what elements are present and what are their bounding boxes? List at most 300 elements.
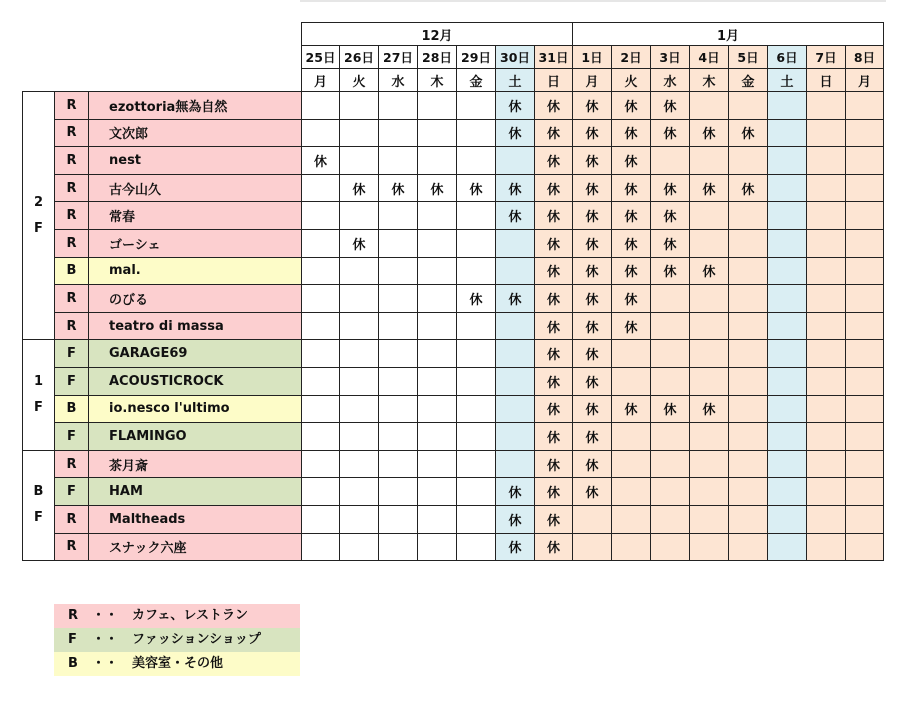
open-cell [807, 533, 846, 561]
closed-cell: 休 [612, 257, 651, 285]
closed-cell: 休 [651, 257, 690, 285]
open-cell [457, 340, 496, 368]
shop-name: FLAMINGO [89, 423, 302, 451]
open-cell [846, 450, 884, 478]
closed-cell: 休 [573, 285, 612, 313]
open-cell [340, 423, 379, 451]
legend-dots: ・・ [92, 632, 119, 647]
closed-cell: 休 [535, 312, 573, 340]
open-cell [846, 478, 884, 506]
closed-cell: 休 [496, 478, 535, 506]
weekday-header: 日 [807, 69, 846, 92]
shop-row [23, 119, 884, 147]
open-cell [379, 533, 418, 561]
open-cell [418, 478, 457, 506]
shop-name: のびる [89, 285, 302, 313]
shop-type: F [55, 340, 89, 368]
weekday-header: 水 [651, 69, 690, 92]
open-cell [807, 395, 846, 423]
weekday-header: 月 [573, 69, 612, 92]
open-cell [573, 505, 612, 533]
open-cell [302, 174, 340, 202]
open-cell [418, 285, 457, 313]
open-cell [846, 505, 884, 533]
open-cell [302, 505, 340, 533]
open-cell [496, 367, 535, 395]
open-cell [340, 478, 379, 506]
shop-name: 茶月斎 [89, 450, 302, 478]
closed-cell: 休 [612, 395, 651, 423]
open-cell [807, 285, 846, 313]
shop-row [23, 285, 884, 313]
open-cell [690, 423, 729, 451]
shop-row [23, 147, 884, 175]
open-cell [651, 312, 690, 340]
shop-type: F [55, 423, 89, 451]
closed-cell: 休 [612, 147, 651, 175]
open-cell [651, 533, 690, 561]
open-cell [302, 92, 340, 120]
closed-cell: 休 [535, 395, 573, 423]
date-header: 4日 [690, 46, 729, 69]
weekday-header: 火 [340, 69, 379, 92]
shop-name: HAM [89, 478, 302, 506]
open-cell [651, 367, 690, 395]
shop-row [23, 395, 884, 423]
legend-row [54, 652, 300, 676]
open-cell [379, 450, 418, 478]
open-cell [302, 395, 340, 423]
open-cell [846, 312, 884, 340]
shop-name: io.nesco l'ultimo [89, 395, 302, 423]
shop-type: R [55, 505, 89, 533]
shop-type: R [55, 174, 89, 202]
closed-cell: 休 [573, 478, 612, 506]
shop-row [23, 505, 884, 533]
closed-cell: 休 [496, 285, 535, 313]
closed-cell: 休 [612, 312, 651, 340]
closed-cell: 休 [690, 257, 729, 285]
open-cell [457, 257, 496, 285]
open-cell [807, 505, 846, 533]
open-cell [379, 423, 418, 451]
open-cell [379, 478, 418, 506]
open-cell [729, 395, 768, 423]
floor-label: 1 F [23, 340, 55, 450]
open-cell [379, 147, 418, 175]
open-cell [729, 202, 768, 230]
open-cell [768, 229, 807, 257]
open-cell [846, 285, 884, 313]
open-cell [651, 478, 690, 506]
open-cell [807, 202, 846, 230]
open-cell [768, 202, 807, 230]
legend-dots: ・・ [92, 608, 119, 623]
shop-name: 古今山久 [89, 174, 302, 202]
open-cell [457, 505, 496, 533]
closed-cell: 休 [496, 505, 535, 533]
shop-name: 常春 [89, 202, 302, 230]
open-cell [768, 174, 807, 202]
open-cell [807, 450, 846, 478]
closed-cell: 休 [573, 147, 612, 175]
open-cell [379, 340, 418, 368]
open-cell [690, 229, 729, 257]
shop-type: F [55, 367, 89, 395]
date-header: 2日 [612, 46, 651, 69]
open-cell [302, 229, 340, 257]
open-cell [457, 367, 496, 395]
top-rule [300, 0, 886, 2]
open-cell [418, 395, 457, 423]
closed-cell: 休 [535, 202, 573, 230]
closed-cell: 休 [418, 174, 457, 202]
open-cell [496, 147, 535, 175]
legend-key: B [68, 656, 78, 671]
open-cell [340, 92, 379, 120]
open-cell [418, 202, 457, 230]
floor-label: B F [23, 450, 55, 560]
open-cell [729, 257, 768, 285]
open-cell [768, 533, 807, 561]
closed-cell: 休 [573, 257, 612, 285]
closed-cell: 休 [573, 450, 612, 478]
shop-row [23, 174, 884, 202]
closed-cell: 休 [573, 174, 612, 202]
open-cell [729, 229, 768, 257]
closed-cell: 休 [535, 285, 573, 313]
closed-cell: 休 [457, 174, 496, 202]
open-cell [729, 423, 768, 451]
weekday-header: 月 [846, 69, 884, 92]
date-header: 31日 [535, 46, 573, 69]
floor-label: 2 F [23, 92, 55, 340]
closed-cell: 休 [612, 119, 651, 147]
weekday-header: 土 [768, 69, 807, 92]
open-cell [690, 147, 729, 175]
shop-name: GARAGE69 [89, 340, 302, 368]
open-cell [418, 533, 457, 561]
open-cell [807, 92, 846, 120]
shop-type: R [55, 533, 89, 561]
date-header: 27日 [379, 46, 418, 69]
open-cell [418, 312, 457, 340]
closed-cell: 休 [535, 229, 573, 257]
shop-name: nest [89, 147, 302, 175]
open-cell [379, 395, 418, 423]
date-header: 30日 [496, 46, 535, 69]
date-header: 26日 [340, 46, 379, 69]
header-blank [23, 46, 302, 69]
shop-type: R [55, 119, 89, 147]
open-cell [807, 174, 846, 202]
open-cell [807, 257, 846, 285]
closed-cell: 休 [496, 202, 535, 230]
closed-cell: 休 [535, 367, 573, 395]
closed-cell: 休 [573, 229, 612, 257]
closed-cell: 休 [573, 92, 612, 120]
weekday-header: 木 [418, 69, 457, 92]
open-cell [690, 202, 729, 230]
open-cell [379, 285, 418, 313]
open-cell [418, 257, 457, 285]
open-cell [302, 202, 340, 230]
date-header: 7日 [807, 46, 846, 69]
open-cell [496, 423, 535, 451]
date-header: 25日 [302, 46, 340, 69]
open-cell [651, 450, 690, 478]
open-cell [768, 119, 807, 147]
open-cell [496, 229, 535, 257]
legend-label: カフェ、レストラン [132, 608, 248, 623]
shop-type: R [55, 229, 89, 257]
open-cell [612, 478, 651, 506]
open-cell [496, 340, 535, 368]
open-cell [418, 505, 457, 533]
open-cell [340, 312, 379, 340]
closed-cell: 休 [535, 174, 573, 202]
open-cell [302, 312, 340, 340]
shop-row [23, 257, 884, 285]
open-cell [612, 505, 651, 533]
closed-cell: 休 [573, 312, 612, 340]
closed-cell: 休 [573, 340, 612, 368]
closed-cell: 休 [573, 202, 612, 230]
open-cell [768, 505, 807, 533]
weekday-header: 金 [729, 69, 768, 92]
open-cell [729, 312, 768, 340]
holiday-schedule-table [22, 22, 884, 561]
open-cell [612, 450, 651, 478]
open-cell [302, 257, 340, 285]
closed-cell: 休 [651, 229, 690, 257]
open-cell [418, 367, 457, 395]
legend-label: 美容室・その他 [132, 656, 224, 671]
open-cell [768, 257, 807, 285]
open-cell [729, 285, 768, 313]
shop-name: ezottoria無為自然 [89, 92, 302, 120]
open-cell [651, 505, 690, 533]
closed-cell: 休 [535, 423, 573, 451]
date-header: 8日 [846, 46, 884, 69]
weekday-header: 火 [612, 69, 651, 92]
shop-row [23, 229, 884, 257]
open-cell [768, 395, 807, 423]
open-cell [846, 229, 884, 257]
shop-type: R [55, 92, 89, 120]
shop-row [23, 478, 884, 506]
weekday-header: 木 [690, 69, 729, 92]
open-cell [807, 423, 846, 451]
open-cell [457, 450, 496, 478]
open-cell [729, 533, 768, 561]
open-cell [807, 340, 846, 368]
open-cell [302, 450, 340, 478]
closed-cell: 休 [535, 533, 573, 561]
weekday-header: 月 [302, 69, 340, 92]
header-blank [23, 23, 302, 46]
open-cell [768, 92, 807, 120]
open-cell [457, 395, 496, 423]
open-cell [418, 229, 457, 257]
open-cell [846, 119, 884, 147]
open-cell [302, 478, 340, 506]
closed-cell: 休 [612, 174, 651, 202]
open-cell [807, 367, 846, 395]
shop-type: R [55, 147, 89, 175]
closed-cell: 休 [496, 92, 535, 120]
shop-name: ゴーシェ [89, 229, 302, 257]
open-cell [690, 450, 729, 478]
open-cell [729, 92, 768, 120]
open-cell [302, 285, 340, 313]
open-cell [496, 395, 535, 423]
open-cell [651, 285, 690, 313]
open-cell [457, 533, 496, 561]
closed-cell: 休 [340, 229, 379, 257]
open-cell [690, 478, 729, 506]
open-cell [340, 367, 379, 395]
open-cell [340, 505, 379, 533]
shop-type: R [55, 450, 89, 478]
closed-cell: 休 [690, 174, 729, 202]
closed-cell: 休 [690, 395, 729, 423]
open-cell [690, 505, 729, 533]
shop-name: Maltheads [89, 505, 302, 533]
open-cell [379, 229, 418, 257]
closed-cell: 休 [573, 367, 612, 395]
open-cell [612, 423, 651, 451]
open-cell [340, 202, 379, 230]
open-cell [457, 312, 496, 340]
open-cell [729, 340, 768, 368]
open-cell [612, 367, 651, 395]
shop-type: R [55, 312, 89, 340]
closed-cell: 休 [573, 423, 612, 451]
legend-row [54, 628, 300, 652]
open-cell [418, 119, 457, 147]
date-header: 1日 [573, 46, 612, 69]
open-cell [457, 147, 496, 175]
legend-row [54, 604, 300, 628]
open-cell [690, 367, 729, 395]
open-cell [573, 533, 612, 561]
open-cell [768, 312, 807, 340]
open-cell [302, 533, 340, 561]
shop-row [23, 340, 884, 368]
closed-cell: 休 [535, 478, 573, 506]
closed-cell: 休 [496, 533, 535, 561]
date-header: 6日 [768, 46, 807, 69]
closed-cell: 休 [535, 147, 573, 175]
open-cell [729, 367, 768, 395]
shop-type: B [55, 257, 89, 285]
closed-cell: 休 [535, 257, 573, 285]
open-cell [418, 340, 457, 368]
open-cell [807, 312, 846, 340]
shop-row [23, 533, 884, 561]
open-cell [340, 450, 379, 478]
open-cell [729, 505, 768, 533]
shop-name: スナック六座 [89, 533, 302, 561]
month-header: 12月 [302, 23, 573, 46]
shop-name: 文次郎 [89, 119, 302, 147]
open-cell [457, 92, 496, 120]
shop-row [23, 202, 884, 230]
open-cell [768, 285, 807, 313]
date-header: 29日 [457, 46, 496, 69]
shop-row [23, 423, 884, 451]
open-cell [690, 92, 729, 120]
open-cell [807, 147, 846, 175]
weekday-header: 水 [379, 69, 418, 92]
closed-cell: 休 [651, 174, 690, 202]
open-cell [846, 92, 884, 120]
closed-cell: 休 [612, 202, 651, 230]
open-cell [768, 423, 807, 451]
open-cell [379, 312, 418, 340]
header-blank [23, 69, 302, 92]
legend-dots: ・・ [92, 656, 119, 671]
open-cell [729, 478, 768, 506]
open-cell [690, 533, 729, 561]
open-cell [846, 202, 884, 230]
open-cell [612, 340, 651, 368]
closed-cell: 休 [535, 340, 573, 368]
open-cell [846, 533, 884, 561]
open-cell [690, 312, 729, 340]
open-cell [457, 478, 496, 506]
closed-cell: 休 [690, 119, 729, 147]
open-cell [807, 119, 846, 147]
open-cell [496, 312, 535, 340]
closed-cell: 休 [496, 119, 535, 147]
closed-cell: 休 [496, 174, 535, 202]
weekday-header: 土 [496, 69, 535, 92]
shop-name: mal. [89, 257, 302, 285]
open-cell [340, 395, 379, 423]
open-cell [651, 340, 690, 368]
legend-label: ファッションショップ [132, 632, 261, 647]
open-cell [496, 257, 535, 285]
closed-cell: 休 [612, 285, 651, 313]
closed-cell: 休 [612, 92, 651, 120]
shop-row [23, 367, 884, 395]
closed-cell: 休 [340, 174, 379, 202]
open-cell [651, 423, 690, 451]
open-cell [690, 340, 729, 368]
closed-cell: 休 [535, 505, 573, 533]
closed-cell: 休 [612, 229, 651, 257]
open-cell [807, 478, 846, 506]
open-cell [846, 395, 884, 423]
closed-cell: 休 [379, 174, 418, 202]
shop-row [23, 450, 884, 478]
open-cell [302, 367, 340, 395]
open-cell [846, 257, 884, 285]
open-cell [846, 423, 884, 451]
open-cell [729, 450, 768, 478]
open-cell [340, 119, 379, 147]
closed-cell: 休 [651, 202, 690, 230]
open-cell [340, 285, 379, 313]
legend [54, 604, 300, 676]
legend-key: R [68, 608, 79, 623]
shop-row [23, 312, 884, 340]
open-cell [418, 423, 457, 451]
shop-row [23, 92, 884, 120]
open-cell [379, 202, 418, 230]
